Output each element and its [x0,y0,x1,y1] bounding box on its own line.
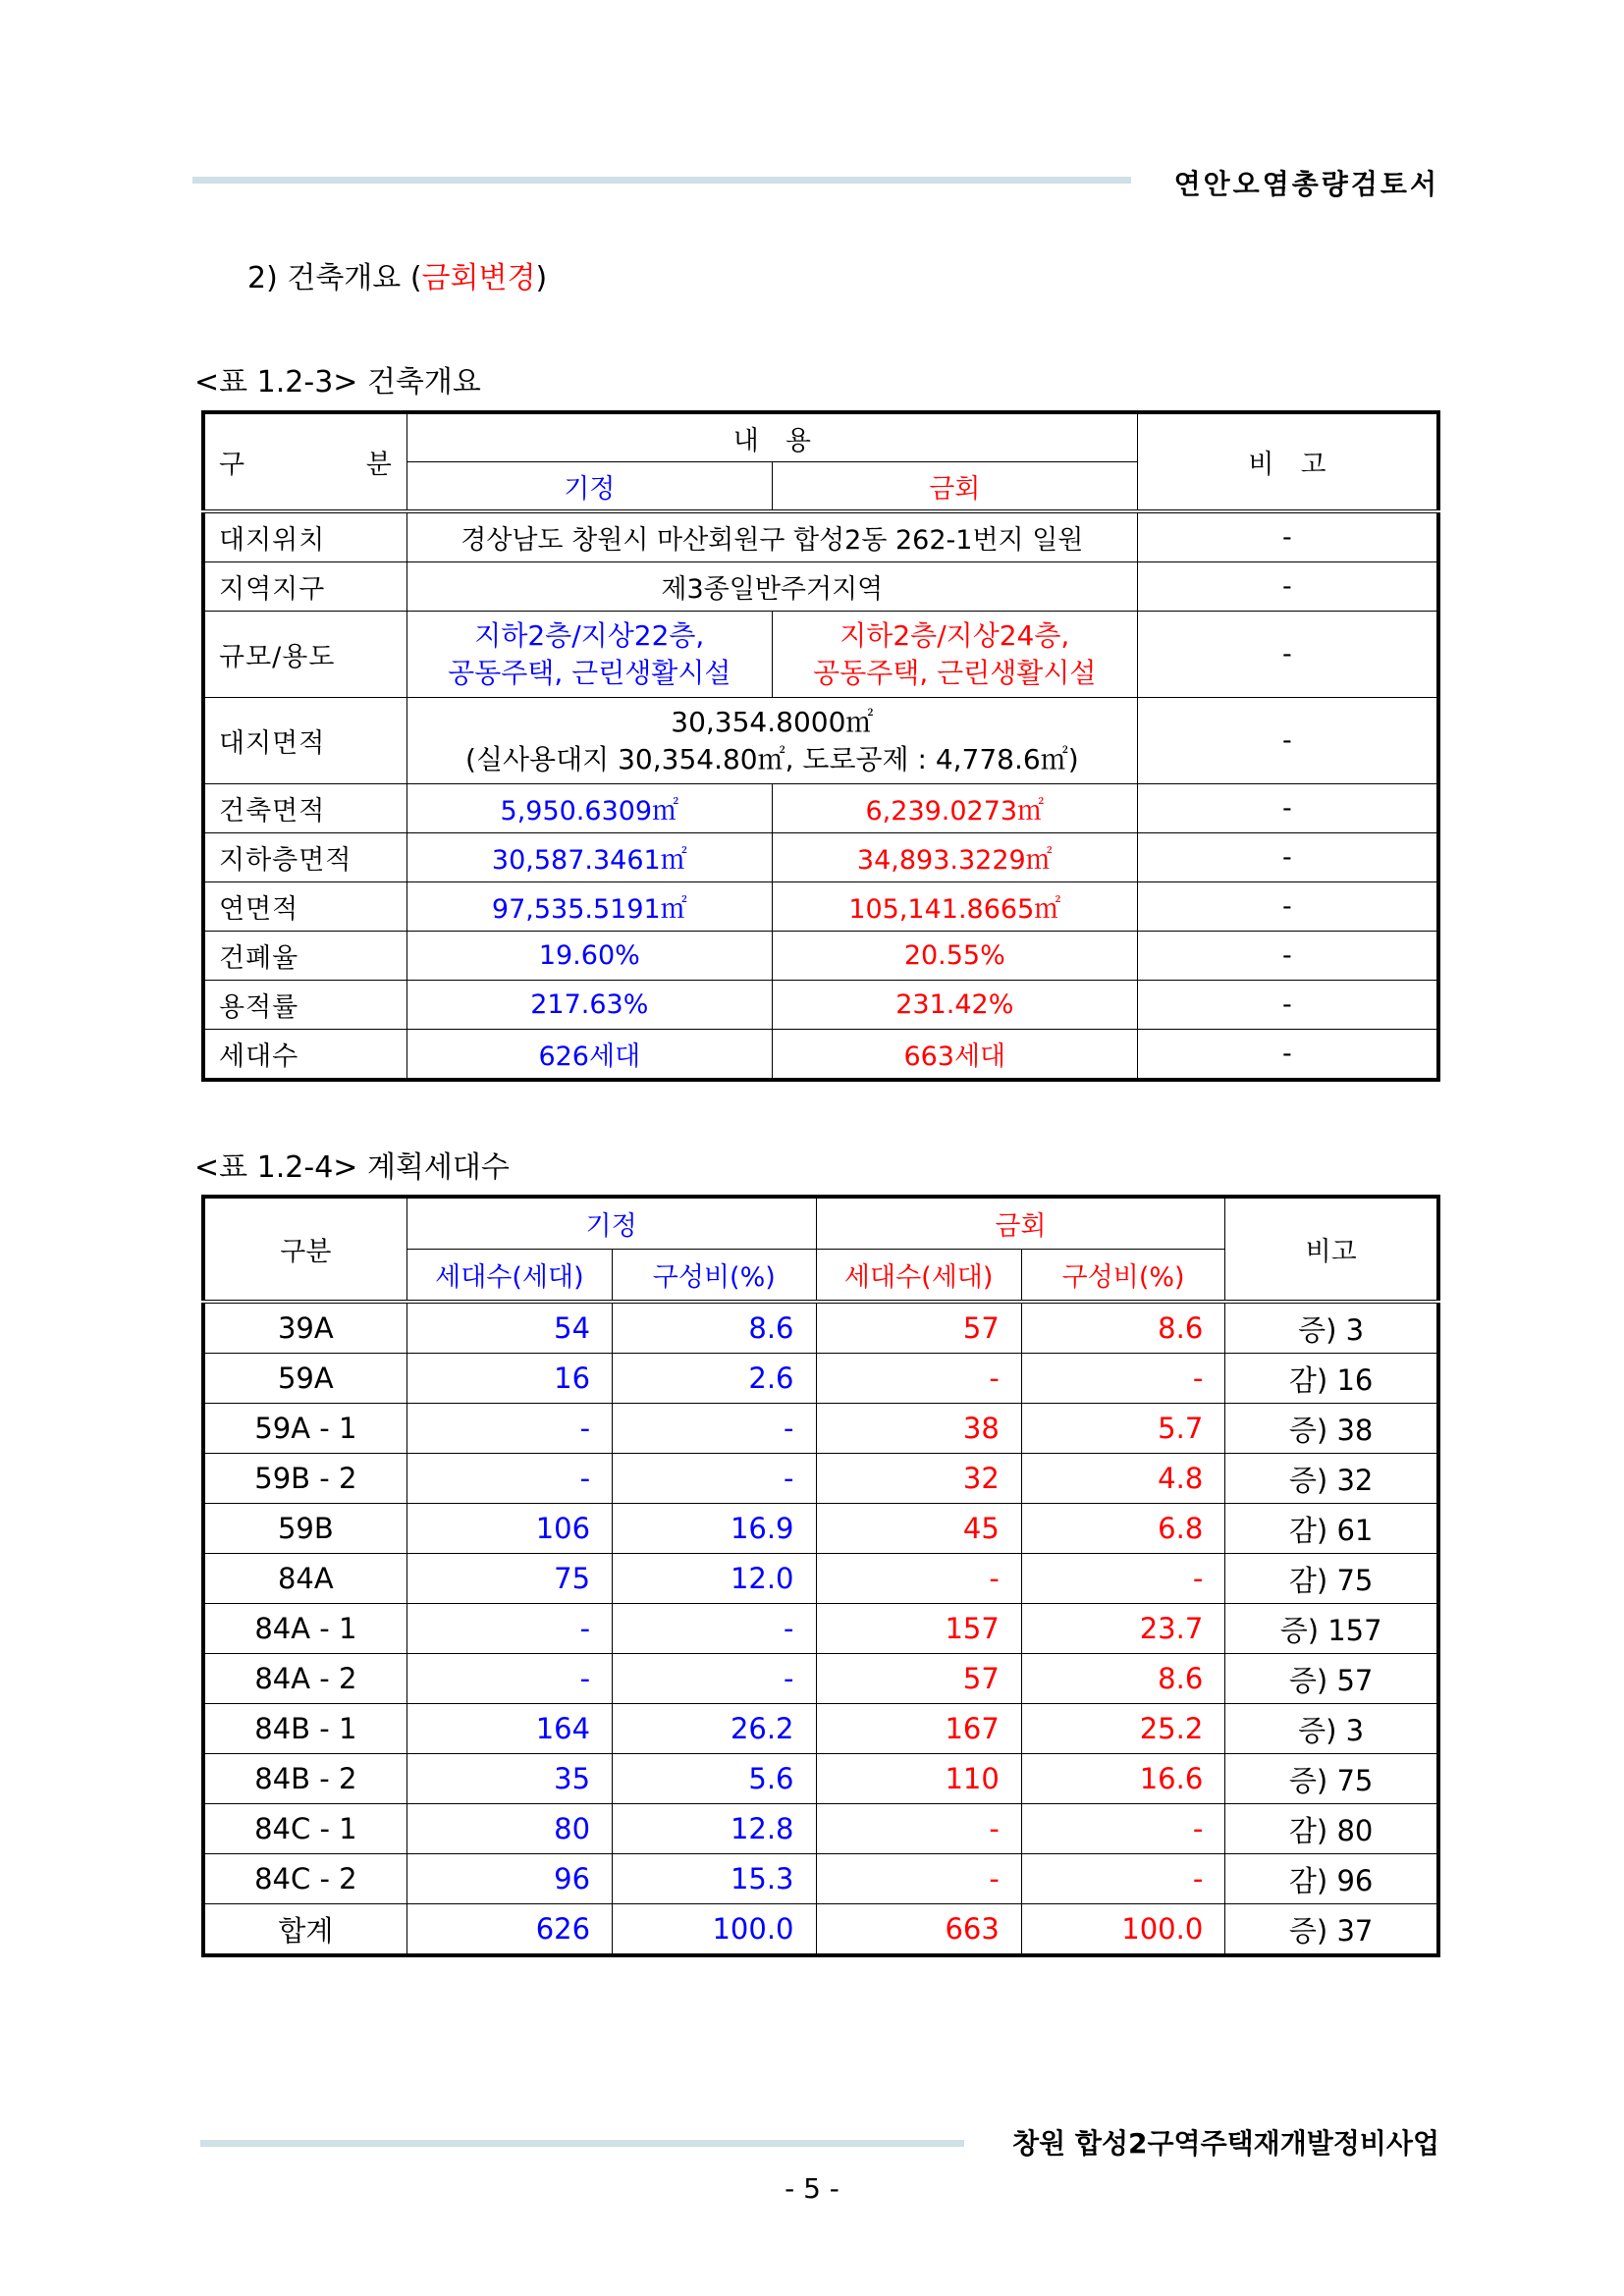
row-remarks: 감) 75 [1225,1554,1438,1604]
header-current-ratio: 구성비(%) [1021,1250,1224,1303]
row-remarks: - [1137,1030,1438,1081]
table-row [203,1854,1438,1904]
row-label: 건축면적 [203,784,406,833]
current-units: - [816,1354,1021,1404]
header-existing-ratio: 구성비(%) [613,1250,816,1303]
footer-project-title: 창원 합성2구역주택재개발정비사업 [1012,2127,1439,2160]
existing-units: 54 [406,1302,612,1354]
unit-type: 84A [203,1554,406,1604]
current-value: 663세대 [772,1030,1137,1081]
existing-units: - [406,1454,612,1504]
current-ratio: 8.6 [1021,1654,1224,1704]
unit-type: 84B - 2 [203,1754,406,1804]
current-units: 57 [816,1302,1021,1354]
current-value: 6,239.0273㎡ [772,784,1137,833]
current-ratio: - [1021,1804,1224,1854]
row-remarks: - [1137,784,1438,833]
current-units: 45 [816,1504,1021,1554]
row-remarks: - [1137,981,1438,1030]
existing-units: 75 [406,1554,612,1604]
row-remarks: - [1137,562,1438,612]
table-row [203,981,1438,1030]
existing-value: 19.60% [406,932,772,981]
table-row [203,1654,1438,1704]
unit-type: 59A - 1 [203,1404,406,1454]
row-remarks: - [1137,511,1438,562]
row-remarks: 증) 75 [1225,1754,1438,1804]
existing-ratio: 2.6 [613,1354,816,1404]
existing-units: - [406,1604,612,1654]
row-label: 세대수 [203,1030,406,1081]
row-label: 지역지구 [203,562,406,612]
header-current: 금회 [772,462,1137,512]
table-row [203,1754,1438,1804]
site-area [406,698,1137,784]
table-row [203,698,1438,784]
row-remarks: - [1137,833,1438,882]
section-heading [247,253,547,296]
unit-type: 59B [203,1504,406,1554]
existing-ratio: - [613,1454,816,1504]
header-category: 구 분 [203,412,406,511]
table-row [203,1604,1438,1654]
existing-units: 35 [406,1754,612,1804]
change-open: ( [409,261,422,295]
current-ratio: 8.6 [1021,1302,1224,1354]
current-ratio: - [1021,1854,1224,1904]
existing-units: 626 [406,1904,612,1956]
current-value: 20.55% [772,932,1137,981]
row-label: 대지면적 [203,698,406,784]
existing-ratio: - [613,1654,816,1704]
site-area-line1: 30,354.8000㎡ [671,705,874,738]
unit-type: 84C - 2 [203,1854,406,1904]
current-ratio: 25.2 [1021,1704,1224,1754]
existing-units: 16 [406,1354,612,1404]
header-remarks: 비 고 [1137,412,1438,511]
row-label: 건폐율 [203,932,406,981]
current-units: 157 [816,1604,1021,1654]
existing-value: 5,950.6309㎡ [406,784,772,833]
existing-value: 217.63% [406,981,772,1030]
current-units: - [816,1804,1021,1854]
table2-caption: <표 1.2-4> 계획세대수 [194,1150,510,1185]
existing-ratio: 15.3 [613,1854,816,1904]
existing-ratio: 12.0 [613,1554,816,1604]
existing-ratio: 16.9 [613,1504,816,1554]
table-row [203,1704,1438,1754]
existing-units: - [406,1654,612,1704]
current-ratio: 5.7 [1021,1404,1224,1454]
existing-value: 626세대 [406,1030,772,1081]
row-remarks: 감) 96 [1225,1854,1438,1904]
table-row [203,932,1438,981]
existing-ratio: 100.0 [613,1904,816,1956]
existing-units: 96 [406,1854,612,1904]
current-units: 663 [816,1904,1021,1956]
header-remarks: 비고 [1225,1197,1438,1302]
planned-units-table [201,1195,1440,1957]
table-row [203,1354,1438,1404]
table-row [203,1904,1438,1956]
section-title: 건축개요 [287,261,402,295]
row-remarks: 증) 38 [1225,1404,1438,1454]
current-units: - [816,1554,1021,1604]
table-row [203,1302,1438,1354]
zoning: 제3종일반주거지역 [406,562,1137,612]
row-remarks: - [1137,698,1438,784]
current-ratio: 6.8 [1021,1504,1224,1554]
unit-type: 39A [203,1302,406,1354]
row-remarks: 감) 80 [1225,1804,1438,1854]
section-number: 2) [247,261,278,295]
row-remarks: 증) 157 [1225,1604,1438,1654]
table-row [203,1404,1438,1454]
row-label: 연면적 [203,882,406,932]
header-current: 금회 [816,1197,1225,1250]
scale-existing-line1: 지하2층/지상22층, [474,618,705,652]
unit-type: 합계 [203,1904,406,1956]
current-units: 110 [816,1754,1021,1804]
existing-ratio: 26.2 [613,1704,816,1754]
unit-type: 84B - 1 [203,1704,406,1754]
row-remarks: 증) 3 [1225,1704,1438,1754]
current-ratio: 23.7 [1021,1604,1224,1654]
unit-type: 84A - 2 [203,1654,406,1704]
header-existing: 기정 [406,462,772,512]
table-row [203,784,1438,833]
table-row [203,1030,1438,1081]
scale-current-line2: 공동주택, 근린생활시설 [813,656,1097,689]
header-current-units: 세대수(세대) [816,1250,1021,1303]
table-row [203,1504,1438,1554]
row-label: 대지위치 [203,511,406,562]
table-row [203,1454,1438,1504]
header-content: 내 용 [406,412,1137,462]
page-number: - 5 - [785,2172,839,2205]
scale-existing-line2: 공동주택, 근린생활시설 [448,656,731,689]
row-remarks: 증) 57 [1225,1654,1438,1704]
table-row [203,1554,1438,1604]
change-close: ) [535,261,548,295]
current-units: 57 [816,1654,1021,1704]
existing-units: 164 [406,1704,612,1754]
footer-rule [200,2140,964,2147]
site-location: 경상남도 창원시 마산회원구 합성2동 262-1번지 일원 [406,511,1137,562]
existing-units: - [406,1404,612,1454]
scale-existing [406,612,772,698]
existing-ratio: - [613,1604,816,1654]
header-type: 구분 [203,1197,406,1302]
table-row [203,511,1438,562]
header-existing-units: 세대수(세대) [406,1250,612,1303]
current-ratio: 16.6 [1021,1754,1224,1804]
row-remarks: - [1137,612,1438,698]
row-remarks: - [1137,932,1438,981]
current-ratio: 4.8 [1021,1454,1224,1504]
current-value: 105,141.8665㎡ [772,882,1137,932]
current-ratio: - [1021,1354,1224,1404]
current-units: 38 [816,1404,1021,1454]
current-units: 167 [816,1704,1021,1754]
table-row [203,882,1438,932]
row-label: 규모/용도 [203,612,406,698]
unit-type: 59A [203,1354,406,1404]
existing-ratio: - [613,1404,816,1454]
table-row [203,612,1438,698]
existing-units: 80 [406,1804,612,1854]
row-remarks: 감) 61 [1225,1504,1438,1554]
existing-ratio: 8.6 [613,1302,816,1354]
unit-type: 84A - 1 [203,1604,406,1654]
table-row [203,562,1438,612]
existing-ratio: 5.6 [613,1754,816,1804]
existing-value: 97,535.5191㎡ [406,882,772,932]
existing-ratio: 12.8 [613,1804,816,1854]
header-title: 연안오염총량검토서 [1173,168,1439,200]
table-row [203,1804,1438,1854]
existing-value: 30,587.3461㎡ [406,833,772,882]
row-remarks: 증) 37 [1225,1904,1438,1956]
unit-type: 84C - 1 [203,1804,406,1854]
row-label: 지하층면적 [203,833,406,882]
current-units: - [816,1854,1021,1904]
table1-caption: <표 1.2-3> 건축개요 [194,365,481,400]
row-remarks: 증) 3 [1225,1302,1438,1354]
row-label: 용적률 [203,981,406,1030]
table-row [203,833,1438,882]
current-ratio: - [1021,1554,1224,1604]
scale-current-line1: 지하2층/지상24층, [839,618,1070,652]
unit-type: 59B - 2 [203,1454,406,1504]
current-value: 231.42% [772,981,1137,1030]
current-value: 34,893.3229㎡ [772,833,1137,882]
current-units: 32 [816,1454,1021,1504]
site-area-line2: (실사용대지 30,354.80㎡, 도로공제 : 4,778.6㎡) [465,742,1079,775]
building-overview-table [201,410,1440,1082]
current-ratio: 100.0 [1021,1904,1224,1956]
row-remarks: - [1137,882,1438,932]
header-rule [192,177,1131,184]
row-remarks: 감) 16 [1225,1354,1438,1404]
existing-units: 106 [406,1504,612,1554]
header-existing: 기정 [406,1197,816,1250]
change-label: 금회변경 [421,261,536,295]
scale-current [772,612,1137,698]
row-remarks: 증) 32 [1225,1454,1438,1504]
